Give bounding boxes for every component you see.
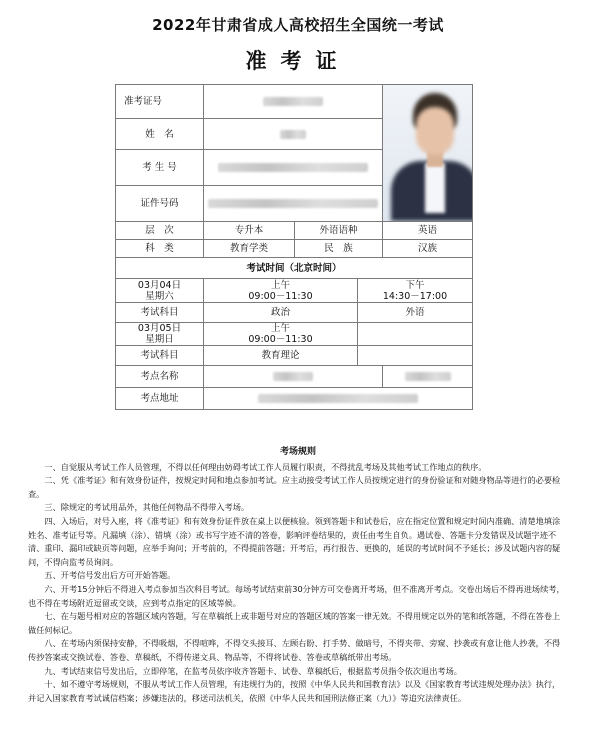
ticket-number-label: 准考证号 [116, 85, 204, 119]
rule-item: 二、凭《准考证》和有效身份证件，按规定时间和地点参加考试。应主动接受考试工作人员按规定进行的身份验证和对随身物品等进行的必要检查。 [28, 475, 561, 499]
subject-category-label: 科 类 [116, 240, 204, 258]
day2-subject-pm-empty [358, 346, 473, 366]
admission-card-table [115, 84, 473, 410]
exam-rules [28, 446, 568, 705]
exam-title: 2022年甘肃省成人高校招生全国统一考试 [152, 16, 444, 34]
rule-item: 十、如不遵守考场规则，不服从考试工作人员管理，有违规行为的，按照《中华人民共和国教育法》以及《国家教育考试违规处理办法》执行，并记入国家教育考试诚信档案；涉嫌违法的，移送司法机关，依照《中华人民共和国刑法修正案（九）》等追究法律责任。 [28, 679, 561, 703]
venue-code-value [383, 366, 473, 388]
day2-afternoon-empty [358, 323, 473, 346]
exam-time-header: 考试时间（北京时间） [116, 258, 473, 279]
day2-subject-am: 教育理论 [204, 346, 358, 366]
venue-address-value [204, 388, 473, 410]
candidate-photo [383, 85, 473, 222]
rule-item: 三、除规定的考试用品外，其他任何物品不得带入考场。 [44, 502, 250, 513]
rule-item: 七、在与题号相对应的答题区域内答题，写在草稿纸上或非题号对应的答题区域的答案一律无效。不得用规定以外的笔和纸答题，不得在答卷上做任何标记。 [28, 611, 561, 635]
id-number-value [204, 186, 383, 222]
name-label: 姓 名 [116, 119, 204, 150]
level-label: 层 次 [116, 222, 204, 240]
day1-morning-session: 上午 09:00－11:30 [204, 279, 358, 303]
admission-ticket-heading: 准考证 [245, 49, 351, 73]
rule-item: 一、自觉服从考试工作人员管理，不得以任何理由妨碍考试工作人员履行职责，不得扰乱考场及其他考试工作地点的秩序。 [44, 461, 487, 472]
ethnicity-label: 民 族 [295, 240, 383, 258]
exam-number-label: 考 生 号 [116, 150, 204, 186]
day1-afternoon-session: 下午 14:30－17:00 [358, 279, 473, 303]
venue-name-label: 考点名称 [116, 366, 204, 388]
day1-subject-am: 政治 [204, 303, 358, 323]
day1-subjects-label: 考试科目 [116, 303, 204, 323]
rule-item: 六、开考15分钟后不得进入考点参加当次科目考试。每场考试结束前30分钟方可交卷离开考场，但不准离开考点。交卷出场后不得再进场续考，也不得在考场附近逗留或交谈，应到考点指定的区域等候。 [28, 583, 565, 608]
day1-subject-pm: 外语 [358, 303, 473, 323]
ticket-number-value [204, 85, 383, 119]
venue-name-value [204, 366, 383, 388]
day1-date: 03月04日 星期六 [116, 279, 204, 303]
rule-item: 九、考试结束信号发出后，立即停笔，在监考员依序收齐答题卡、试卷、草稿纸后，根据监考员指令依次退出考场。 [44, 665, 462, 676]
foreign-language-label: 外语语种 [295, 222, 383, 240]
ethnicity-value: 汉族 [383, 240, 473, 258]
day2-date: 03月05日 星期日 [116, 323, 204, 346]
exam-rules-title: 考场规则 [279, 447, 316, 457]
rule-item: 五、开考信号发出后方可开始答题。 [44, 570, 176, 581]
rule-item: 八、在考场内须保持安静，不得吸烟，不得喧哗，不得交头接耳、左顾右盼、打手势、做暗号，不得夹带、旁窥、抄袭或有意让他人抄袭，不得传抄答案或交换试卷、答卷、草稿纸，不得传递文具、物品等，不得将试卷、答卷或草稿纸带出考场。 [28, 638, 561, 662]
id-number-label: 证件号码 [116, 186, 204, 222]
venue-address-label: 考点地址 [116, 388, 204, 410]
subject-category-value: 教育学类 [204, 240, 295, 258]
day2-subjects-label: 考试科目 [116, 346, 204, 366]
name-value [204, 119, 383, 150]
foreign-language-value: 英语 [383, 222, 473, 240]
exam-number-value [204, 150, 383, 186]
level-value: 专升本 [204, 222, 295, 240]
day2-morning-session: 上午 09:00－11:30 [204, 323, 358, 346]
rule-item: 四、入场后，对号入座，将《准考证》和有效身份证件放在桌上以便核验。领到答题卡和试卷后，应在指定位置和规定时间内准确、清楚地填涂姓名、准考证号等。凡漏填（涂）、错填（涂）或书写字迹不清的答卷，影响评卷结果的，责任由考生自负。遇试卷、答题卡分发错误及试题字迹不清、重印、漏印或缺页等问题，应举手询问；开考前的，不得提前答题；开考后，再行报告、更换的，延误的考试时间不予延长；涉及试题内容的疑问，不得向监考员询问。 [28, 515, 561, 567]
